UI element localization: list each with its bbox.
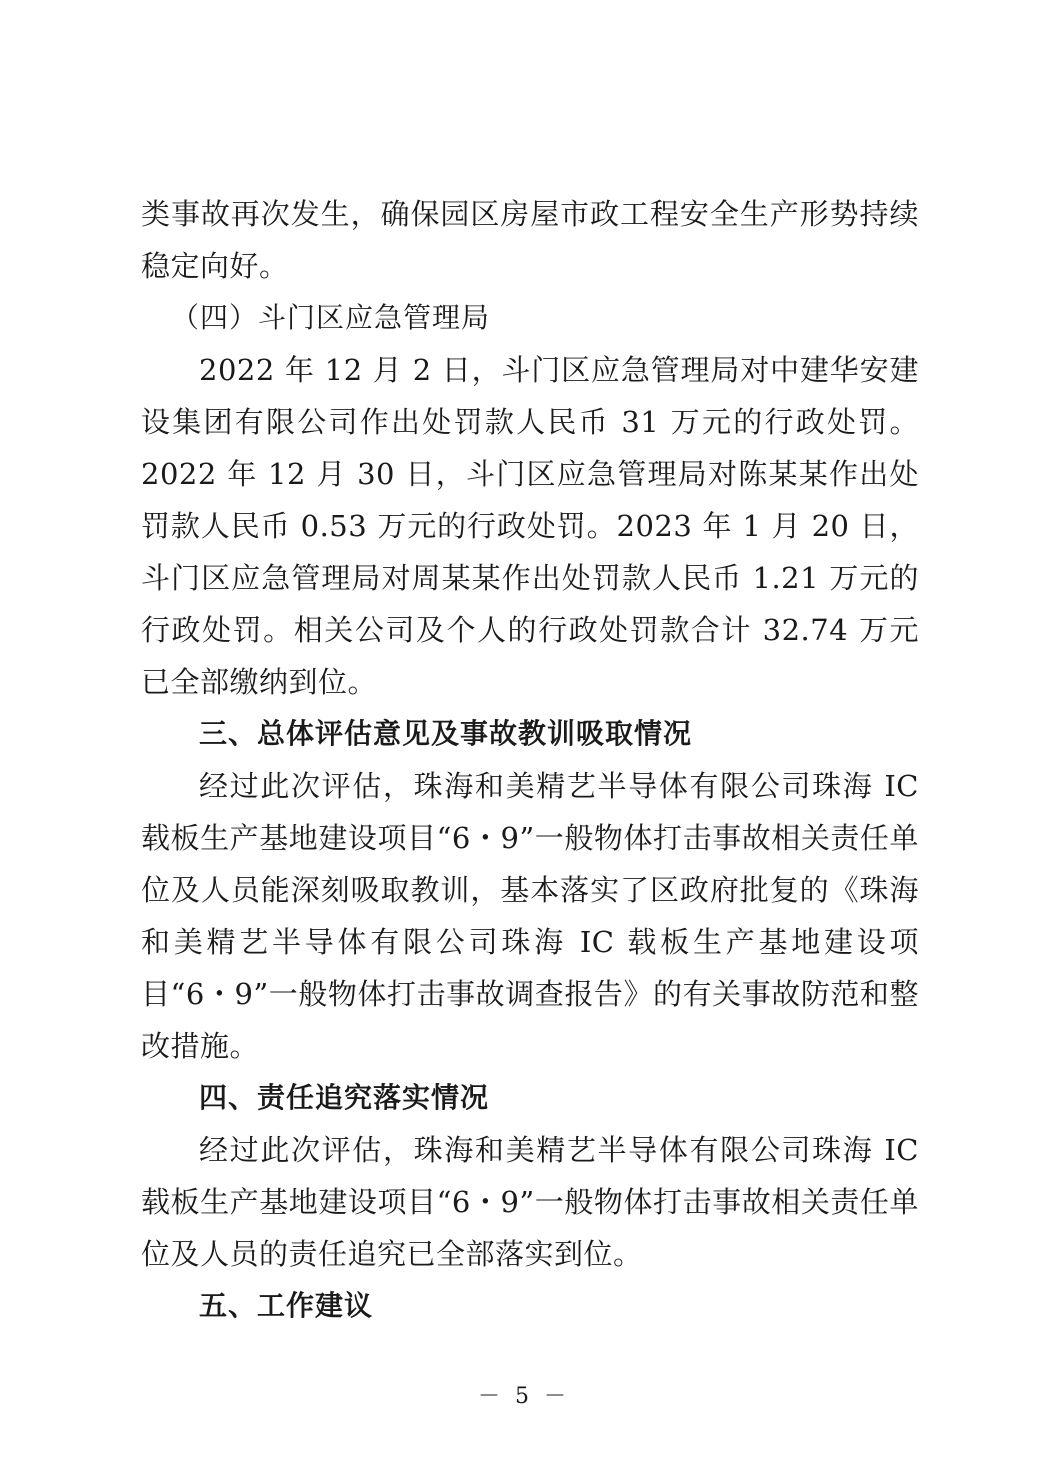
page-number: － 5 － — [478, 1384, 570, 1409]
paragraph-penalties: 2022 年 12 月 2 日，斗门区应急管理局对中建华安建设集团有限公司作出处罚款人民币 31 万元的行政处罚。2022 年 12 月 30 日，斗门区应急管理局对陈某某作出处罚款人民币 0.53 万元的行政处罚。2023 年 1 月 20 日，斗门区应急管理局对周某某作出处罚款人民币 1.21 万元的行政处罚。相关公司及个人的行政处罚款合计 32.74 万元已全部缴纳到位。 — [141, 353, 919, 699]
section-heading-work-suggestions: 五、工作建议 — [199, 1289, 374, 1322]
section-heading-overall-assessment: 三、总体评估意见及事故教训吸取情况 — [199, 717, 693, 750]
paragraph-assessment: 经过此次评估，珠海和美精艺半导体有限公司珠海 IC 载板生产基地建设项目“6・9”一般物体打击事故相关责任单位及人员能深刻吸取教训，基本落实了区政府批复的《珠海和美精艺半导体有限公司珠海 IC 载板生产基地建设项目“6・9”一般物体打击事故调查报告》的有关事故防范和整改措施。 — [141, 769, 919, 1063]
document-body — [141, 188, 919, 1332]
paragraph-accountability: 经过此次评估，珠海和美精艺半导体有限公司珠海 IC 载板生产基地建设项目“6・9”一般物体打击事故相关责任单位及人员的责任追究已全部落实到位。 — [141, 1133, 919, 1271]
section-heading-accountability: 四、责任追究落实情况 — [199, 1081, 490, 1114]
subsection-heading-doumen-emergency-bureau: （四）斗门区应急管理局 — [171, 301, 491, 334]
paragraph-continued: 类事故再次发生，确保园区房屋市政工程安全生产形势持续稳定向好。 — [141, 197, 919, 283]
